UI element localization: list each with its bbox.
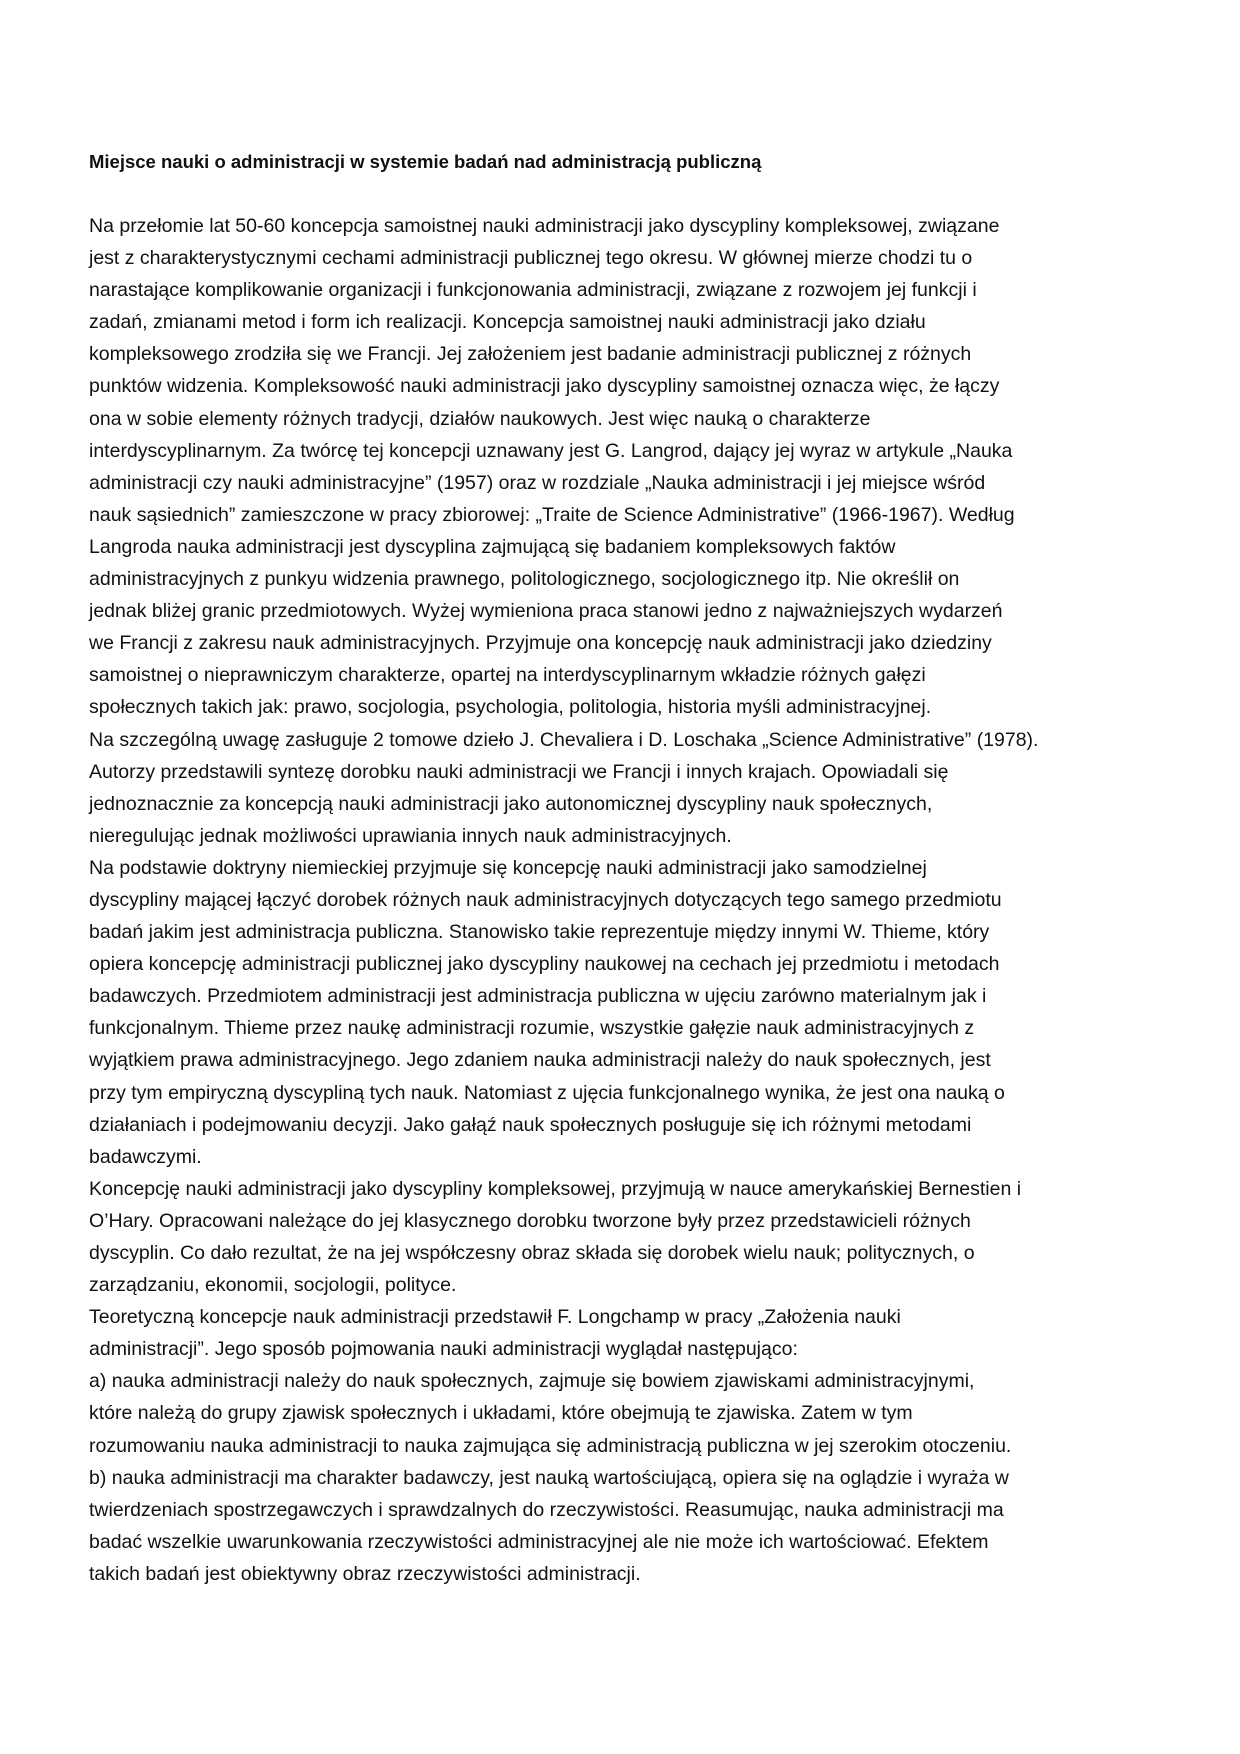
- text-line: rozumowaniu nauka administracji to nauka zajmująca się administracją publiczna w jej szerokim otoczeniu.: [89, 1434, 1012, 1457]
- text-line: ona w sobie elementy różnych tradycji, działów naukowych. Jest więc nauką o charakterze: [89, 407, 871, 430]
- text-line: badawczymi.: [89, 1145, 202, 1168]
- text-line: jednak bliżej granic przedmiotowych. Wyżej wymieniona praca stanowi jedno z najważniejszych wydarzeń: [89, 600, 1003, 623]
- text-line: takich badań jest obiektywny obraz rzeczywistości administracji.: [89, 1562, 641, 1585]
- text-line: punktów widzenia. Kompleksowość nauki administracji jako dyscypliny samoistnej oznacza więc, że łączy: [89, 375, 1000, 398]
- text-line: społecznych takich jak: prawo, socjologia, psychologia, politologia, historia myśli administracyjnej.: [89, 696, 932, 719]
- text-line: badać wszelkie uwarunkowania rzeczywistości administracyjnej ale nie może ich wartościować. Efektem: [89, 1530, 989, 1553]
- text-line: samoistnej o nieprawniczym charakterze, opartej na interdyscyplinarnym wkładzie różnych gałęzi: [89, 664, 926, 687]
- text-line: Na podstawie doktryny niemieckiej przyjmuje się koncepcję nauki administracji jako samodzielnej: [89, 856, 927, 879]
- text-line: dyscyplin. Co dało rezultat, że na jej współczesny obraz składa się dorobek wielu nauk; politycznych, o: [89, 1242, 975, 1264]
- document-body: [89, 210, 1139, 1590]
- text-line: narastające komplikowanie organizacji i funkcjonowania administracji, związane z rozwojem jej funkcji i: [89, 279, 977, 302]
- text-line: kompleksowego zrodziła się we Francji. Jej założeniem jest badanie administracji publicznej z różnych: [89, 343, 972, 366]
- text-line: Koncepcję nauki administracji jako dyscypliny kompleksowej, przyjmują w nauce amerykańskiej Bernestien i: [89, 1177, 1022, 1200]
- text-line: a) nauka administracji należy do nauk społecznych, zajmuje się bowiem zjawiskami administracyjnymi,: [89, 1370, 975, 1393]
- text-line: interdyscyplinarnym. Za twórcę tej koncepcji uznawany jest G. Langrod, dający jej wyraz w artykule „Nauka: [89, 439, 1013, 462]
- text-line: dyscypliny mającej łączyć dorobek różnych nauk administracyjnych dotyczących tego samego przedmiotu: [89, 888, 1002, 911]
- text-line: Teoretyczną koncepcje nauk administracji przedstawił F. Longchamp w pracy „Założenia nauki: [89, 1306, 901, 1329]
- document-content: [89, 146, 1139, 1590]
- text-line: wyjątkiem prawa administracyjnego. Jego zdaniem nauka administracji należy do nauk społecznych, jest: [89, 1049, 991, 1072]
- text-line: Na szczególną uwagę zasługuje 2 tomowe dzieło J. Chevaliera i D. Loschaka „Science Administrative” (1978).: [89, 728, 1039, 751]
- text-line: przy tym empiryczną dyscypliną tych nauk. Natomiast z ujęcia funkcjonalnego wynika, że jest ona nauką o: [89, 1081, 1005, 1104]
- text-line: badawczych. Przedmiotem administracji jest administracja publiczna w ujęciu zarówno materialnym jak i: [89, 985, 987, 1008]
- text-line: Langroda nauka administracji jest dyscyplina zajmującą się badaniem kompleksowych faktów: [89, 535, 896, 558]
- text-line: które należą do grupy zjawisk społecznych i układami, które obejmują te zjawiska. Zatem w tym: [89, 1402, 913, 1425]
- text-line: administracyjnych z punkyu widzenia prawnego, politologicznego, socjologicznego itp. Nie określił on: [89, 568, 960, 591]
- text-line: administracji”. Jego sposób pojmowania nauki administracji wyglądał następująco:: [89, 1338, 798, 1361]
- text-line: funkcjonalnym. Thieme przez naukę administracji rozumie, wszystkie gałęzie nauk administracyjnych z: [89, 1017, 975, 1040]
- text-line: zarządzaniu, ekonomii, socjologii, polityce.: [89, 1274, 457, 1297]
- text-line: b) nauka administracji ma charakter badawczy, jest nauką wartościującą, opiera się na oglądzie i wyraża w: [89, 1466, 1009, 1489]
- text-line: Na przełomie lat 50-60 koncepcja samoistnej nauki administracji jako dyscypliny kompleksowej, związane: [89, 215, 1000, 237]
- text-line: jednoznacznie za koncepcją nauki administracji jako autonomicznej dyscypliny nauk społecznych,: [89, 792, 933, 815]
- text-line: administracji czy nauki administracyjne” (1957) oraz w rozdziale „Nauka administracji i jej miejsce wśród: [89, 471, 986, 494]
- text-line: badań jakim jest administracja publiczna. Stanowisko takie reprezentuje między innymi W. Thieme, który: [89, 921, 990, 944]
- text-line: nieregulując jednak możliwości uprawiania innych nauk administracyjnych.: [89, 824, 732, 847]
- text-line: jest z charakterystycznymi cechami administracji publicznej tego okresu. W głównej mierze chodzi tu o: [89, 247, 973, 270]
- document-title: Miejsce nauki o administracji w systemie badań nad administracją publiczną: [89, 151, 762, 172]
- text-line: zadań, zmianami metod i form ich realizacji. Koncepcja samoistnej nauki administracji jako działu: [89, 311, 926, 334]
- text-line: działaniach i podejmowaniu decyzji. Jako gałąź nauk społecznych posługuje się ich różnymi metodami: [89, 1113, 972, 1136]
- text-line: Autorzy przedstawili syntezę dorobku nauki administracji we Francji i innych krajach. Opowiadali się: [89, 760, 949, 783]
- text-line: O’Hary. Opracowani należące do jej klasycznego dorobku tworzone były przez przedstawicieli różnych: [89, 1209, 971, 1232]
- text-line: opiera koncepcję administracji publicznej jako dyscypliny naukowej na cechach jej przedmiotu i metodach: [89, 953, 1000, 976]
- text-line: twierdzeniach spostrzegawczych i sprawdzalnych do rzeczywistości. Reasumując, nauka administracji ma: [89, 1498, 1004, 1521]
- text-line: we Francji z zakresu nauk administracyjnych. Przyjmuje ona koncepcję nauk administracji jako dziedziny: [89, 632, 992, 655]
- text-line: nauk sąsiednich” zamieszczone w pracy zbiorowej: „Traite de Science Administrative” (1966-1967). Według: [89, 503, 1015, 526]
